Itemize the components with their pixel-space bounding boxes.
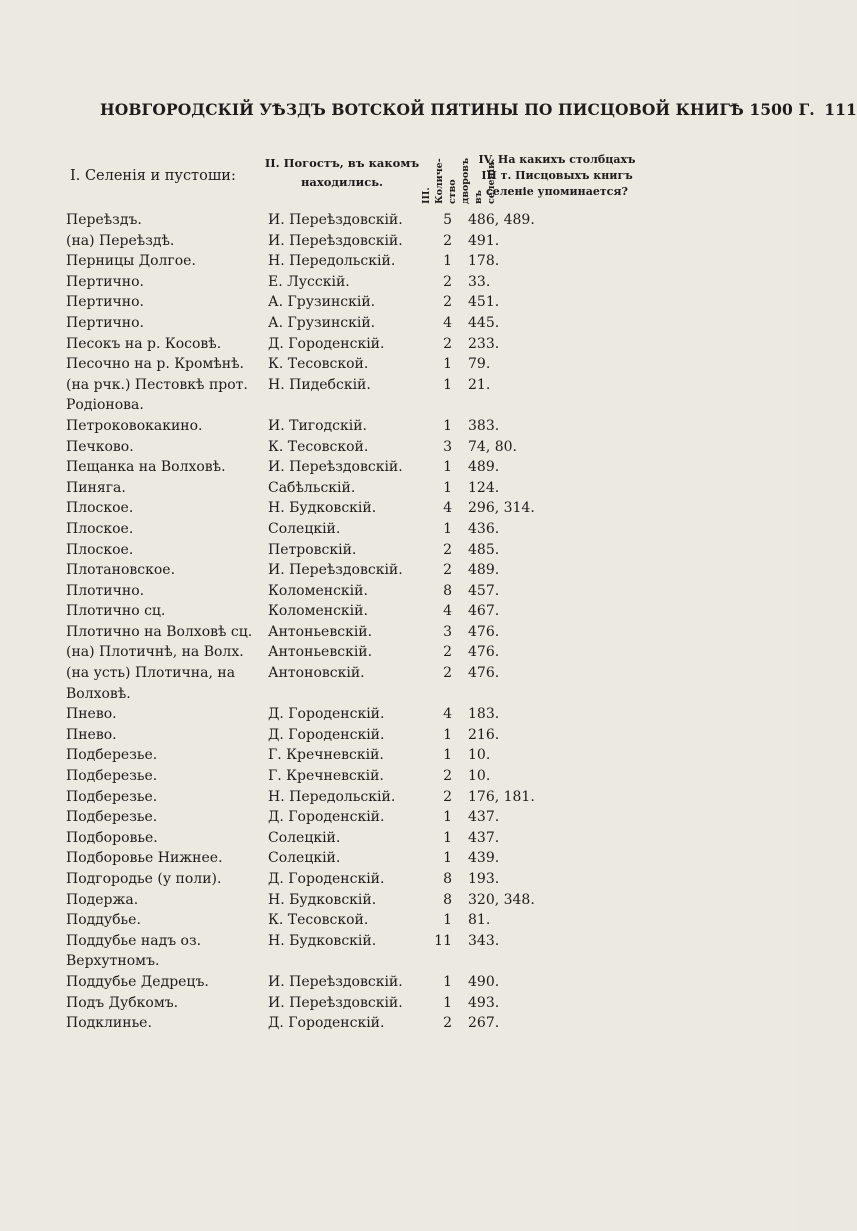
table-row [0, 540, 795, 561]
settlement-name: Плоское. [66, 541, 134, 558]
settlement-name: Подберезье. [66, 809, 158, 826]
household-count: 2 [443, 644, 452, 661]
column-header-settlements: I. Селенія и пустоши: [70, 168, 236, 184]
table-row [0, 601, 795, 622]
book-column-refs: 437. [468, 829, 500, 846]
pogost-name: Н. Передольскій. [268, 788, 396, 805]
book-column-refs: 267. [468, 1015, 500, 1032]
settlement-name: Пертично. [66, 294, 144, 311]
settlement-name: Пиняга. [66, 479, 126, 496]
household-count: 2 [443, 232, 452, 249]
book-column-refs: 79. [468, 356, 491, 373]
table-row [0, 416, 795, 437]
book-column-refs: 216. [468, 726, 500, 743]
pogost-name: И. Переѣздовскій. [268, 212, 403, 228]
book-column-refs: 491. [468, 232, 500, 249]
pogost-name: Солецкій. [268, 829, 341, 846]
table-row [0, 787, 795, 808]
table-row [0, 272, 795, 293]
book-column-refs: 490. [468, 973, 500, 990]
settlement-name: Поддубье. [66, 912, 141, 929]
book-column-refs: 124. [468, 479, 500, 496]
table-row [0, 437, 795, 458]
table-row [0, 993, 795, 1014]
settlement-table [0, 210, 795, 1034]
pogost-name: Сабѣльскій. [268, 479, 356, 496]
household-count: 1 [443, 356, 452, 373]
column-header-household-count [418, 148, 497, 204]
settlement-name: Подберезье. [66, 747, 158, 764]
settlement-name: Петроковокакино. [66, 417, 203, 434]
table-row [0, 1013, 795, 1034]
pogost-name: Д. Городенскій. [268, 809, 385, 826]
pogost-name: Коломенскій. [268, 582, 368, 599]
pogost-name: Антоньевскій. [268, 623, 373, 640]
settlement-name: Плотановское. [66, 562, 176, 579]
table-row [0, 251, 795, 272]
book-column-refs: 439. [468, 850, 500, 867]
book-column-refs: 489. [468, 562, 500, 579]
page-number: 111 [824, 100, 857, 119]
book-column-refs: 467. [468, 603, 500, 620]
settlement-name: (на усть) Плотична, на Волховѣ. [66, 665, 236, 702]
household-count: 1 [443, 747, 452, 764]
book-column-refs: 21. [468, 376, 491, 393]
pogost-name: И. Переѣздовскій. [268, 973, 403, 990]
table-row [0, 210, 795, 231]
book-column-refs: 193. [468, 871, 500, 887]
table-row [0, 663, 795, 704]
household-count: 1 [443, 809, 452, 826]
settlement-name: Переѣздъ. [66, 212, 142, 228]
pogost-name: Петровскій. [268, 541, 357, 558]
household-count: 2 [443, 294, 452, 311]
book-column-refs: 81. [468, 912, 491, 929]
book-column-refs: 486, 489. [468, 212, 535, 228]
book-column-refs: 436. [468, 520, 500, 537]
household-count: 4 [443, 314, 452, 331]
settlement-name: Подборовье Нижнее. [66, 850, 223, 867]
table-row [0, 375, 795, 416]
table-row [0, 292, 795, 313]
pogost-name: И. Переѣздовскій. [268, 459, 403, 476]
settlement-name: (на рчк.) Пестовкѣ прот. Родіонова. [66, 376, 248, 414]
table-row [0, 848, 795, 869]
pogost-name: А. Грузинскій. [268, 314, 376, 331]
pogost-name: Г. Кречневскій. [268, 768, 384, 785]
settlement-name: Подберезье. [66, 788, 158, 805]
settlement-name: Плотично. [66, 582, 145, 599]
pogost-name: Д. Городенскій. [268, 1015, 385, 1032]
book-column-refs: 320, 348. [468, 891, 535, 908]
household-count: 1 [443, 417, 452, 434]
book-column-refs: 178. [468, 253, 500, 270]
table-row [0, 869, 795, 890]
settlement-name: Пнево. [66, 726, 117, 743]
pogost-name: А. Грузинскій. [268, 294, 376, 311]
settlement-name: Подклинье. [66, 1015, 152, 1032]
book-column-refs: 476. [468, 665, 500, 682]
household-count: 2 [443, 788, 452, 805]
pogost-name: К. Тесовской. [268, 438, 369, 455]
book-column-refs: 233. [468, 335, 500, 352]
pogost-name: Солецкій. [268, 520, 341, 537]
settlement-name: Подъ Дубкомъ. [66, 994, 179, 1011]
book-column-refs: 74, 80. [468, 438, 517, 455]
pogost-name: Коломенскій. [268, 603, 368, 620]
pogost-name: И. Переѣздовскій. [268, 232, 403, 249]
book-column-refs: 176, 181. [468, 788, 535, 805]
settlement-name: (на) Плотичнѣ, на Волх. [66, 644, 244, 661]
book-column-refs: 476. [468, 623, 500, 640]
table-row [0, 560, 795, 581]
pogost-name: Д. Городенскій. [268, 335, 385, 352]
settlement-name: Плоское. [66, 520, 134, 537]
book-column-refs: 296, 314. [468, 500, 535, 517]
household-count: 1 [443, 994, 452, 1011]
table-row [0, 581, 795, 602]
household-count: 8 [443, 891, 452, 908]
column-header-household-count-text: III. Количе-ство дворовъ въ селеніи. [421, 157, 497, 204]
household-count: 2 [443, 768, 452, 785]
household-count: 4 [443, 500, 452, 517]
pogost-name: Н. Пидебскій. [268, 376, 371, 393]
table-row [0, 931, 795, 972]
table-row [0, 642, 795, 663]
table-row [0, 519, 795, 540]
column-header-book-columns: IV. На какихъ столбцахъ III т. Писцовыхъ книгъ селеніе упоминается? [478, 153, 636, 198]
settlement-name: Подержа. [66, 891, 139, 908]
table-row [0, 766, 795, 787]
table-row [0, 828, 795, 849]
settlement-name: Плоское. [66, 500, 134, 517]
running-head-title: НОВГОРОДСКІЙ УѢЗДЪ ВОТСКОЙ ПЯТИНЫ ПО ПИСЦОВОЙ КНИГѢ 1500 Г. [100, 100, 815, 119]
pogost-name: И. Переѣздовскій. [268, 994, 403, 1011]
household-count: 1 [443, 829, 452, 846]
settlement-name: Песокъ на р. Косовѣ. [66, 335, 222, 352]
settlement-name: (на) Переѣздѣ. [66, 232, 175, 249]
household-count: 1 [443, 912, 452, 929]
running-head [100, 100, 857, 119]
household-count: 1 [443, 376, 452, 393]
table-row [0, 334, 795, 355]
household-count: 1 [443, 973, 452, 990]
household-count: 1 [443, 520, 452, 537]
book-column-refs: 493. [468, 994, 500, 1011]
book-column-refs: 10. [468, 768, 491, 785]
settlement-name: Поддубье надъ оз. Верхутномъ. [66, 932, 202, 970]
pogost-name: Н. Будковскій. [268, 932, 377, 949]
pogost-name: Д. Городенскій. [268, 726, 385, 743]
table-row [0, 704, 795, 725]
book-column-refs: 451. [468, 294, 500, 311]
table-row [0, 478, 795, 499]
book-column-refs: 476. [468, 644, 500, 661]
pogost-name: Д. Городенскій. [268, 871, 385, 887]
settlement-name: Плотично на Волховѣ сц. [66, 623, 253, 640]
pogost-name: Н. Будковскій. [268, 500, 377, 517]
table-row [0, 745, 795, 766]
table-row [0, 972, 795, 993]
pogost-name: И. Тигодскій. [268, 417, 368, 434]
pogost-name: И. Переѣздовскій. [268, 562, 403, 579]
book-column-refs: 445. [468, 314, 500, 331]
household-count: 4 [443, 603, 452, 620]
column-header-pogost: II. Погостъ, въ какомъ находились. [264, 156, 420, 189]
book-column-refs: 10. [468, 747, 491, 764]
household-count: 2 [443, 562, 452, 579]
book-column-refs: 457. [468, 582, 500, 599]
book-column-refs: 489. [468, 459, 500, 476]
settlement-name: Подберезье. [66, 768, 158, 785]
table-row [0, 910, 795, 931]
settlement-name: Пнево. [66, 706, 117, 723]
settlement-name: Печково. [66, 438, 134, 455]
household-count: 3 [443, 623, 452, 640]
pogost-name: Антоньевскій. [268, 644, 373, 661]
household-count: 8 [443, 582, 452, 599]
pogost-name: К. Тесовской. [268, 356, 369, 373]
pogost-name: К. Тесовской. [268, 912, 369, 929]
household-count: 2 [443, 273, 452, 290]
household-count: 5 [443, 212, 452, 228]
table-row [0, 498, 795, 519]
settlement-name: Подгородье (у поли). [66, 871, 222, 887]
household-count: 2 [443, 665, 452, 682]
table-row [0, 807, 795, 828]
household-count: 1 [443, 726, 452, 743]
table-row [0, 890, 795, 911]
pogost-name: Солецкій. [268, 850, 341, 867]
settlement-name: Плотично сц. [66, 603, 166, 620]
table-row [0, 622, 795, 643]
book-column-refs: 343. [468, 932, 500, 949]
book-column-refs: 33. [468, 273, 491, 290]
household-count: 1 [443, 479, 452, 496]
pogost-name: Д. Городенскій. [268, 706, 385, 723]
pogost-name: Н. Передольскій. [268, 253, 396, 270]
table-row [0, 725, 795, 746]
household-count: 3 [443, 438, 452, 455]
settlement-name: Песочно на р. Кромѣнѣ. [66, 356, 245, 373]
pogost-name: Н. Будковскій. [268, 891, 377, 908]
household-count: 11 [434, 932, 452, 949]
table-row [0, 231, 795, 252]
table-row [0, 354, 795, 375]
table-row [0, 457, 795, 478]
settlement-name: Перницы Долгое. [66, 253, 196, 270]
household-count: 2 [443, 1015, 452, 1032]
household-count: 4 [443, 706, 452, 723]
pogost-name: Е. Лусскій. [268, 273, 350, 290]
book-column-refs: 485. [468, 541, 500, 558]
household-count: 2 [443, 541, 452, 558]
settlement-name: Пертично. [66, 314, 144, 331]
pogost-name: Г. Кречневскій. [268, 747, 384, 764]
pogost-name: Антоновскій. [268, 665, 365, 682]
book-column-refs: 437. [468, 809, 500, 826]
household-count: 1 [443, 850, 452, 867]
settlement-name: Пертично. [66, 273, 144, 290]
settlement-name: Подборовье. [66, 829, 158, 846]
book-column-refs: 383. [468, 417, 500, 434]
table-row [0, 313, 795, 334]
household-count: 8 [443, 871, 452, 887]
book-column-refs: 183. [468, 706, 500, 723]
household-count: 1 [443, 459, 452, 476]
settlement-name: Поддубье Дедрецъ. [66, 973, 209, 990]
settlement-name: Пещанка на Волховѣ. [66, 459, 226, 476]
household-count: 2 [443, 335, 452, 352]
household-count: 1 [443, 253, 452, 270]
